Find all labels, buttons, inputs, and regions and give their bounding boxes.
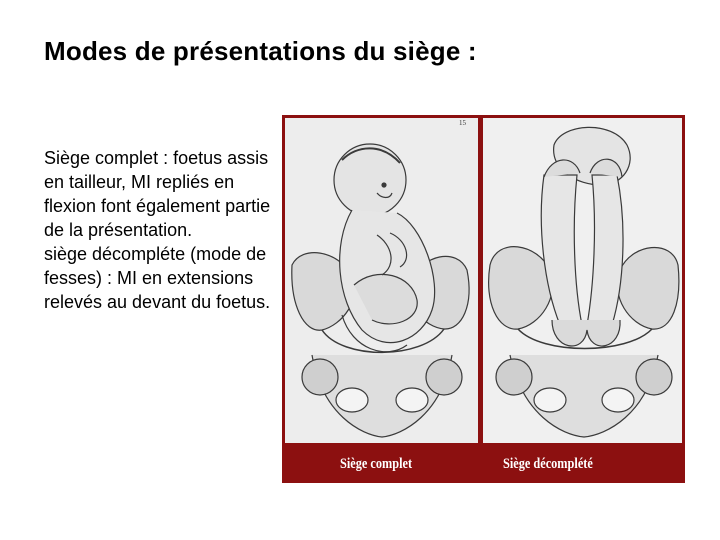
caption-siege-complet: Siège complet — [340, 456, 413, 472]
panel-divider — [478, 118, 483, 443]
paragraph-siege-decomplete: siège décompléte (mode de fesses) : MI en extensions relevés au devant du foetus. — [44, 244, 271, 312]
slide-title: Modes de présentations du siège : — [44, 36, 477, 66]
caption-siege-decomplete: Siège décomplété — [503, 456, 593, 472]
illustration-figure — [282, 115, 685, 483]
body-text — [44, 146, 276, 314]
illustration-drawing — [282, 115, 685, 483]
figure-page-number: 15 — [459, 119, 466, 127]
paragraph-siege-complet: Siège complet : foetus assis en tailleur, MI repliés en flexion font également partie de la présentation. — [44, 148, 271, 240]
